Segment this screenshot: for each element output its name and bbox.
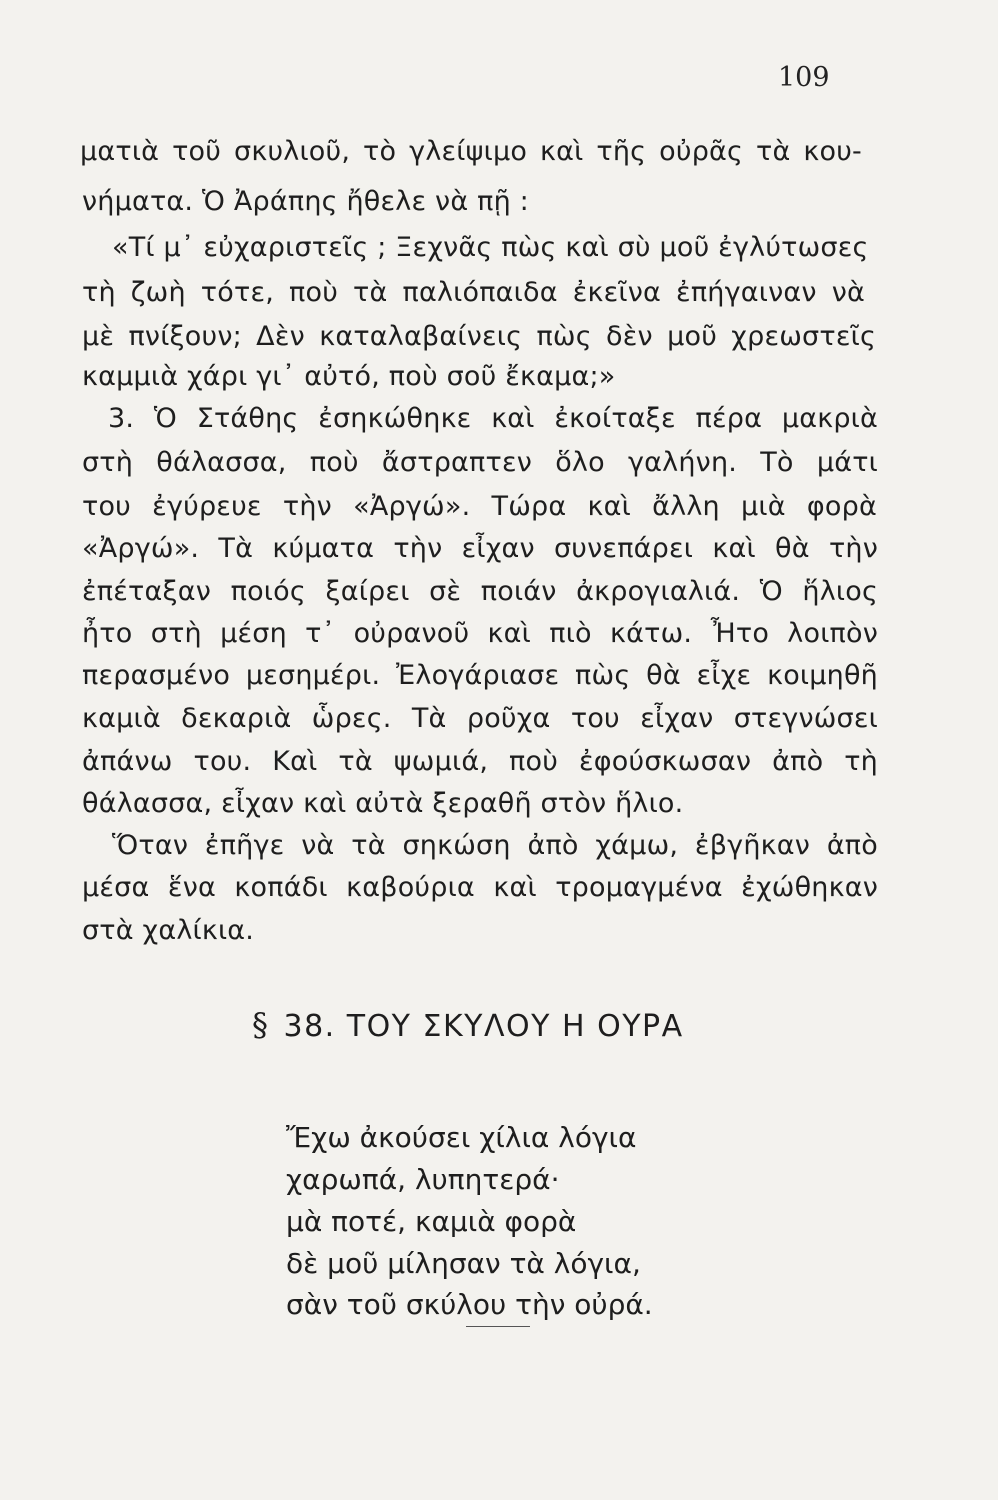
text-line: «Ἀργώ». Τὰ κύματα τὴν εἶχαν συνεπάρει καὶ θὰ τὴν (82, 533, 878, 564)
text-line: Ὅταν ἐπῆγε νὰ τὰ σηκώση ἀπὸ χάμω, ἐβγῆκαν ἀπὸ (112, 830, 878, 861)
text-line: ἀπάνω του. Καὶ τὰ ψωμιά, ποὺ ἐφούσκωσαν ἀπὸ τὴ (82, 746, 878, 777)
section-heading (252, 1006, 684, 1044)
text-line: νήματα. Ὁ Ἀράπης ἤθελε νὰ πῇ : (82, 186, 529, 217)
text-line: του ἐγύρευε τὴν «Ἀργώ». Τώρα καὶ ἄλλη μιὰ φορὰ (82, 491, 877, 522)
text-line: μέσα ἕνα κοπάδι καβούρια καὶ τρομαγμένα ἐχώθηκαν (82, 872, 878, 903)
text-line: στὴ θάλασσα, ποὺ ἄστραπτεν ὅλο γαλήνη. Τὸ μάτι (82, 447, 878, 478)
end-divider (466, 1326, 530, 1328)
text-line: στὰ χαλίκια. (82, 915, 255, 946)
text-line: 3. Ὁ Στάθης ἐσηκώθηκε καὶ ἐκοίταξε πέρα μακριὰ (108, 403, 878, 434)
text-line: «Τί μ᾽ εὐχαριστεῖς ; Ξεχνᾶς πὼς καὶ σὺ μοῦ ἐγλύτωσες (112, 232, 869, 263)
poem-line: σὰν τοῦ σκύλου τὴν οὐρά. (286, 1288, 653, 1321)
text-line: καμιὰ δεκαριὰ ὧρες. Τὰ ροῦχα του εἶχαν στεγνώσει (82, 703, 878, 734)
poem-line: Ἔχω ἀκούσει χίλια λόγια (286, 1121, 637, 1154)
text-line: μὲ πνίξουν; Δὲν καταλαβαίνεις πὼς δὲν μοῦ χρεωστεῖς (82, 321, 876, 352)
poem-line: χαρωπά, λυπητερά· (286, 1163, 560, 1196)
text-line: ἦτο στὴ μέση τ᾽ οὐρανοῦ καὶ πιὸ κάτω. Ἦτο λοιπὸν (82, 618, 878, 649)
poem-line: δὲ μοῦ μίλησαν τὰ λόγια, (286, 1247, 641, 1280)
text-line: τὴ ζωὴ τότε, ποὺ τὰ παλιόπαιδα ἐκεῖνα ἐπήγαιναν νὰ (82, 277, 865, 308)
text-line: θάλασσα, εἶχαν καὶ αὐτὰ ξεραθῆ στὸν ἥλιο. (82, 788, 684, 819)
text-line: ματιὰ τοῦ σκυλιοῦ, τὸ γλείψιμο καὶ τῆς οὐρᾶς τὰ κου- (80, 136, 862, 167)
page-number: 109 (778, 62, 830, 93)
text-line: ἐπέταξαν ποιός ξαίρει σὲ ποιάν ἀκρογιαλιά. Ὁ ἥλιος (82, 576, 878, 607)
section-title: 38. ΤΟΥ ΣΚΥΛΟΥ Η ΟΥΡΑ (283, 1009, 684, 1044)
section-symbol: § (252, 1006, 270, 1044)
text-line: περασμένο μεσημέρι. Ἐλογάριασε πὼς θὰ εἶχε κοιμηθῆ (82, 660, 878, 691)
poem-line: μὰ ποτέ, καμιὰ φορὰ (286, 1205, 577, 1238)
text-line: καμμιὰ χάρι γι᾽ αὐτό, ποὺ σοῦ ἔκαμα;» (82, 361, 616, 392)
